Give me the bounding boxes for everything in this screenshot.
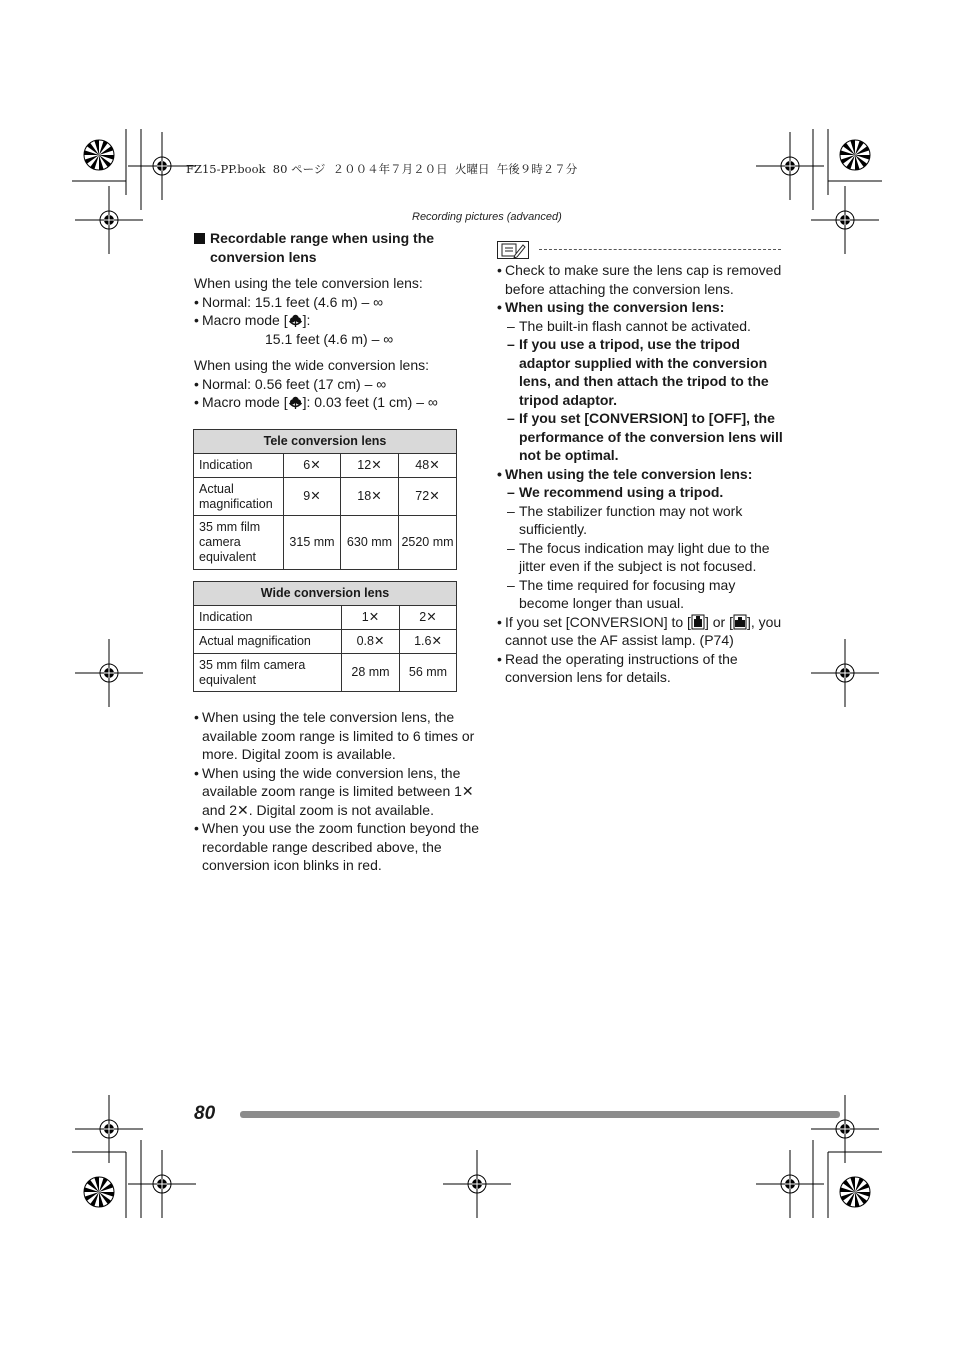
section-title: Recordable range when using the conversion lens [194, 229, 476, 266]
table-row: 35 mm film camera equivalent 315 mm 630 mm 2520 mm [194, 516, 457, 570]
table-row: Indication 1✕ 2✕ [194, 606, 457, 630]
table-row: 35 mm film camera equivalent 28 mm 56 mm [194, 654, 457, 692]
wide-normal: • Normal: 0.56 feet (17 cm) – ∞ [194, 375, 476, 394]
tele-normal: • Normal: 15.1 feet (4.6 m) – ∞ [194, 293, 476, 312]
square-bullet-icon [194, 233, 205, 244]
tele-conversion-icon [691, 614, 705, 630]
list-item: • If you set [CONVERSION] to [ ] or [ ], you cannot use the AF assist lamp. (P74) [497, 613, 787, 650]
running-head: Recording pictures (advanced) [412, 211, 562, 223]
list-item: • When using the wide conversion lens, the available zoom range is limited between 1✕ and 2✕. Digital zoom is not available. [194, 764, 480, 820]
wide-intro: When using the wide conversion lens: [194, 357, 430, 373]
wide-conversion-icon [733, 614, 747, 630]
print-header: FZ15-PP.book 80 ページ ２００４年７月２０日 火曜日 午後９時２７分 [186, 162, 578, 176]
footer-bar [240, 1111, 840, 1118]
sub-item: – The time required for focusing may become longer than usual. [497, 576, 787, 613]
list-item: • When you use the zoom function beyond the recordable range described above, the conversion icon blinks in red. [194, 819, 480, 875]
sub-item: – The built-in flash cannot be activated. [497, 317, 787, 336]
table-row: Actual magnification 9✕ 18✕ 72✕ [194, 478, 457, 516]
note-divider [539, 249, 781, 250]
list-item: • When using the tele conversion lens, the available zoom range is limited to 6 times or more. Digital zoom is available. [194, 708, 480, 764]
list-item: • When using the tele conversion lens: [497, 465, 787, 484]
sub-item: – The focus indication may light due to the jitter even if the subject is not focused. [497, 539, 787, 576]
wide-conversion-table [193, 581, 457, 692]
table-title: Tele conversion lens [194, 430, 457, 454]
wide-macro: • Macro mode [ ]: 0.03 feet (1 cm) – ∞ [194, 393, 476, 412]
macro-flower-icon [288, 313, 303, 328]
note-pencil-icon [497, 241, 529, 259]
sub-item: – The stabilizer function may not work sufficiently. [497, 502, 787, 539]
list-item: • When using the conversion lens: [497, 298, 787, 317]
left-column [194, 229, 476, 412]
table-row: Indication 6✕ 12✕ 48✕ [194, 454, 457, 478]
tele-conversion-table [193, 429, 457, 570]
macro-flower-icon [288, 395, 303, 410]
tele-macro: • Macro mode [ ]: [194, 311, 476, 330]
list-item: • Read the operating instructions of the conversion lens for details. [497, 650, 787, 687]
tele-intro: When using the tele conversion lens: [194, 275, 423, 291]
sub-item: – We recommend using a tripod. [497, 483, 787, 502]
sub-item: – If you use a tripod, use the tripod adaptor supplied with the conversion lens, and then attach the tripod to the tripod adaptor. [497, 335, 787, 409]
left-bullet-list [194, 708, 480, 875]
sub-item: – If you set [CONVERSION] to [OFF], the performance of the conversion lens will not be optimal. [497, 409, 787, 465]
table-title: Wide conversion lens [194, 582, 457, 606]
page-number: 80 [194, 1103, 216, 1124]
list-item: • Check to make sure the lens cap is removed before attaching the conversion lens. [497, 261, 787, 298]
table-row: Actual magnification 0.8✕ 1.6✕ [194, 630, 457, 654]
right-column [497, 261, 787, 687]
tele-macro-value: 15.1 feet (4.6 m) – ∞ [265, 330, 394, 347]
